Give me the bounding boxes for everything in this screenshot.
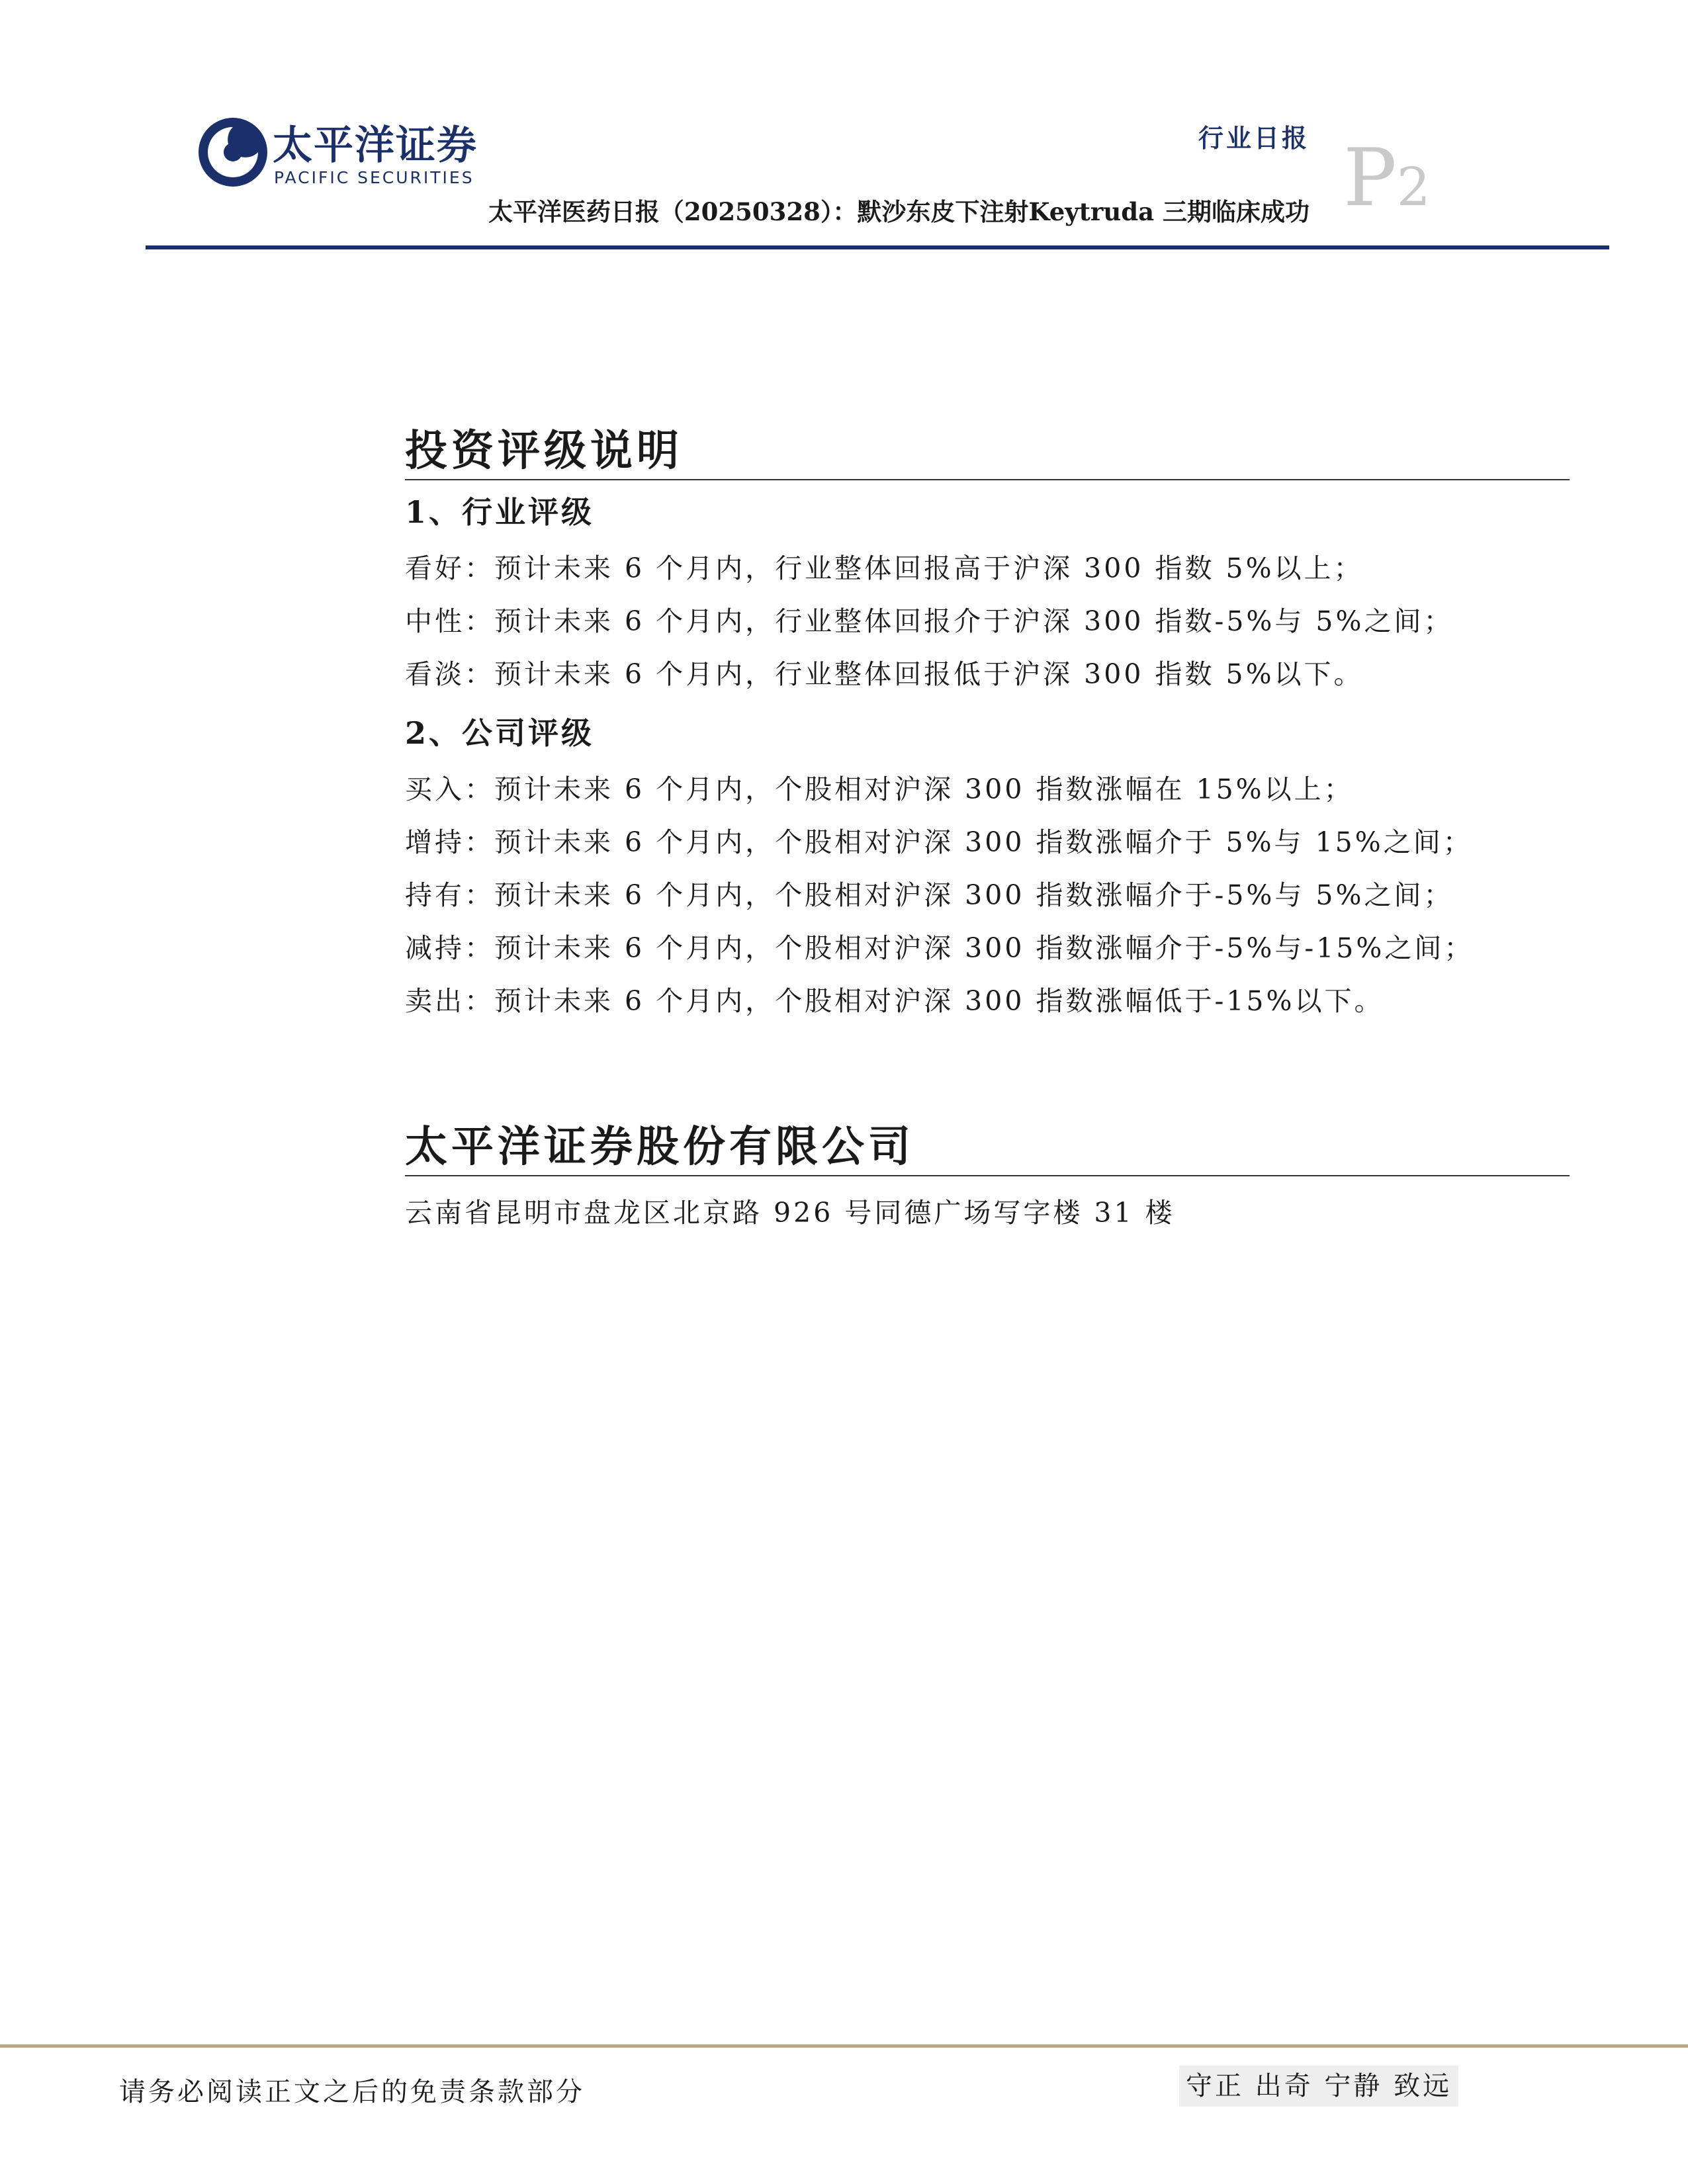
industry-rating-line: 看好：预计未来 6 个月内，行业整体回报高于沪深 300 指数 5%以上；	[405, 552, 1364, 584]
company-rating-line: 增持：预计未来 6 个月内，个股相对沪深 300 指数涨幅介于 5%与 15%之间；	[405, 826, 1473, 858]
industry-rating-heading: 1、行业评级	[405, 494, 595, 530]
company-rating-line: 减持：预计未来 6 个月内，个股相对沪深 300 指数涨幅介于-5%与-15%之间；	[405, 932, 1474, 964]
document-type: 行业日报	[1198, 123, 1310, 153]
company-rating-line: 持有：预计未来 6 个月内，个股相对沪深 300 指数涨幅介于-5%与 5%之间；	[405, 879, 1454, 911]
footer-motto: 守正 出奇 宁静 致远	[1179, 2066, 1458, 2107]
company-section-divider	[405, 1175, 1570, 1176]
company-name-heading: 太平洋证券股份有限公司	[405, 1122, 914, 1172]
pacific-logo-icon	[159, 86, 271, 225]
brand-name-en: PACIFIC SECURITIES	[274, 168, 474, 187]
company-rating-heading: 2、公司评级	[405, 715, 595, 751]
industry-rating-line: 看淡：预计未来 6 个月内，行业整体回报低于沪深 300 指数 5%以下。	[405, 658, 1364, 690]
page-letter: P	[1343, 132, 1397, 224]
rating-section-title: 投资评级说明	[405, 426, 683, 476]
company-rating-line: 买入：预计未来 6 个月内，个股相对沪深 300 指数涨幅在 15%以上；	[405, 773, 1354, 805]
company-address: 云南省昆明市盘龙区北京路 926 号同德广场写字楼 31 楼	[405, 1197, 1175, 1229]
page-digit: 2	[1396, 156, 1431, 218]
rating-section-divider	[405, 479, 1570, 480]
header-divider	[146, 245, 1609, 249]
brand-name-cn: 太平洋证券	[273, 122, 478, 169]
industry-rating-line: 中性：预计未来 6 个月内，行业整体回报介于沪深 300 指数-5%与 5%之间；	[405, 605, 1454, 637]
footer-divider	[0, 2044, 1688, 2048]
report-title: 太平洋医药日报（20250328）：默沙东皮下注射Keytruda 三期临床成功	[488, 197, 1310, 226]
footer-disclaimer: 请务必阅读正文之后的免责条款部分	[119, 2077, 585, 2107]
company-rating-line: 卖出：预计未来 6 个月内，个股相对沪深 300 指数涨幅低于-15%以下。	[405, 985, 1384, 1017]
page-number	[1343, 132, 1431, 224]
